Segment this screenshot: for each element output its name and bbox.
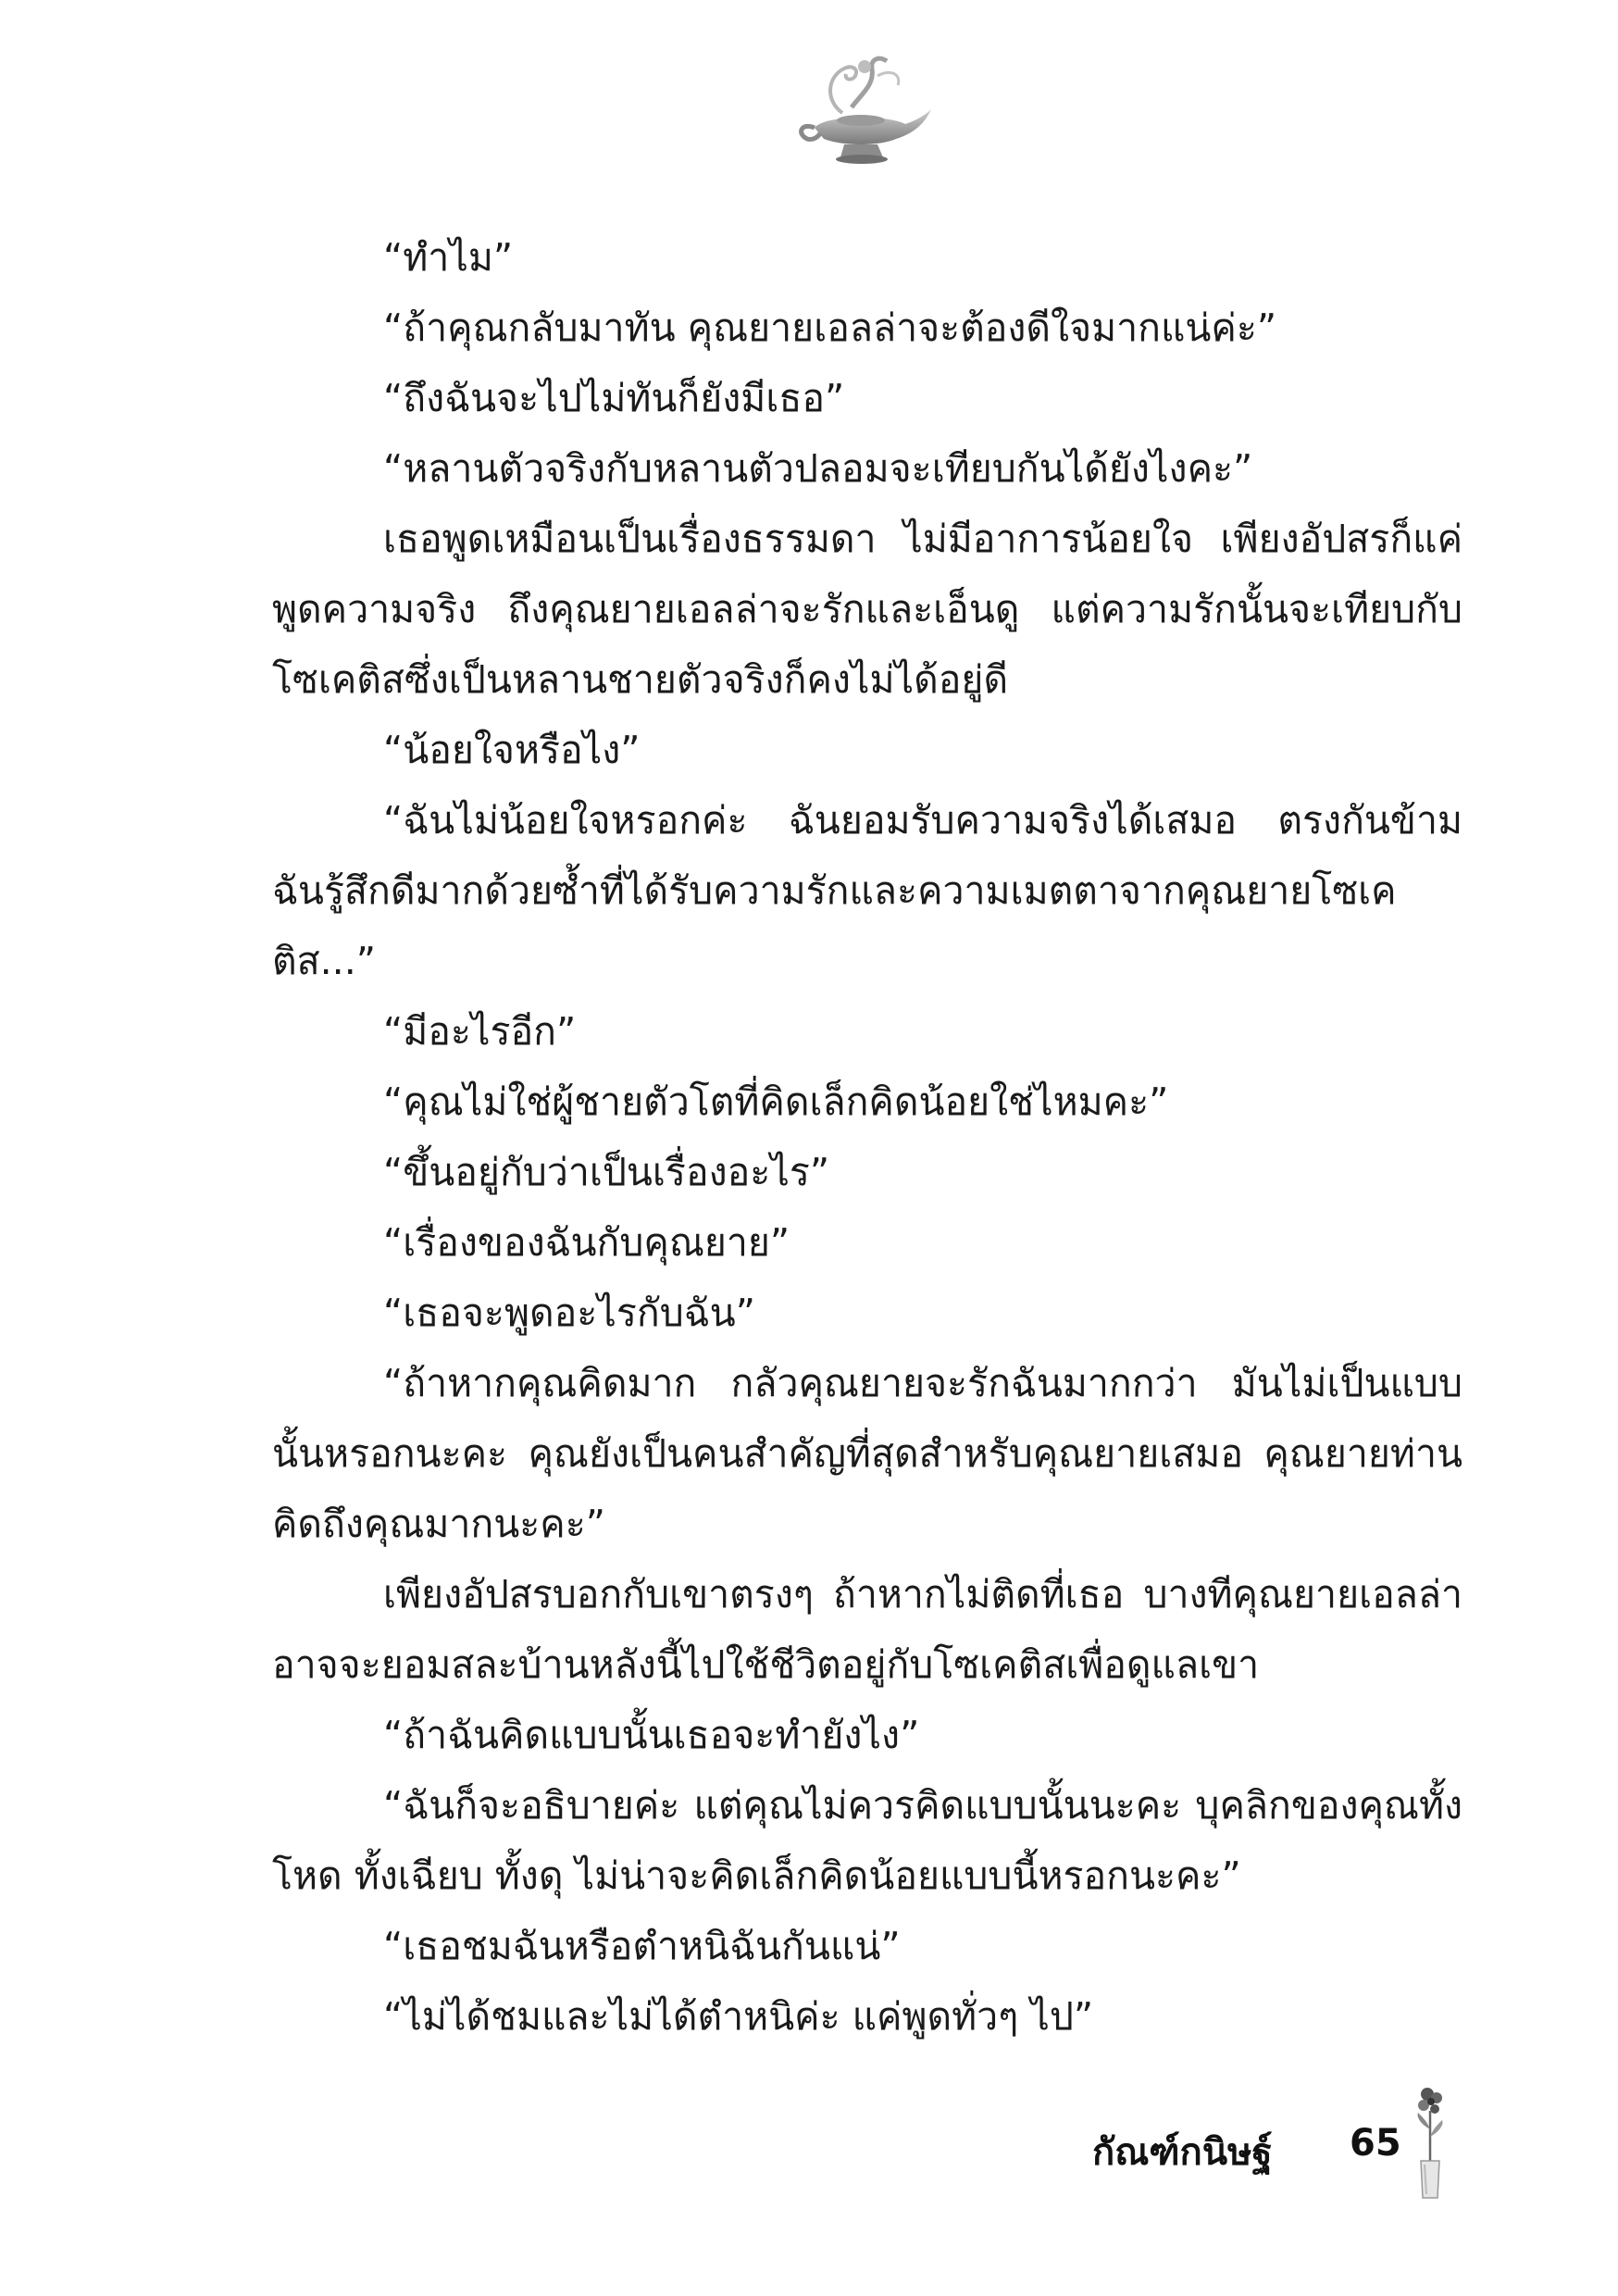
genie-lamp-ornament-icon	[787, 48, 935, 168]
paragraph: “ฉันก็จะอธิบายค่ะ แต่คุณไม่ควรคิดแบบนั้นนะคะ บุคลิกของคุณทั้งโหด ทั้งเฉียบ ทั้งดุ ไม่น่าจะคิดเล็กคิดน้อยแบบนี้หรอกนะคะ”	[272, 1783, 1462, 1898]
paragraph: “คุณไม่ใช่ผู้ชายตัวโตที่คิดเล็กคิดน้อยใช่ไหมคะ”	[383, 1079, 1169, 1124]
paragraph: “ทำไม”	[383, 235, 514, 280]
paragraph: “เธอจะพูดอะไรกับฉัน”	[383, 1291, 755, 1335]
paragraph: “ขึ้นอยู่กับว่าเป็นเรื่องอะไร”	[383, 1150, 830, 1194]
paragraph: “มีอะไรอีก”	[383, 1009, 577, 1054]
body-text	[272, 222, 1462, 2052]
paragraph: “ฉันไม่น้อยใจหรอกค่ะ ฉันยอมรับความจริงได้เสมอ ตรงกันข้าม ฉันรู้สึกดีมากด้วยซ้ำที่ได้รับความรักและความเมตตาจากคุณยายโซเคติส...”	[272, 798, 1462, 983]
paragraph: “เรื่องของฉันกับคุณยาย”	[383, 1220, 790, 1265]
paragraph: “ถ้าฉันคิดแบบนั้นเธอจะทำยังไง”	[383, 1713, 920, 1757]
paragraph: “หลานตัวจริงกับหลานตัวปลอมจะเทียบกันได้ยังไงคะ”	[383, 446, 1253, 491]
book-title: กัณฑ์กนิษฐ์	[1092, 2131, 1273, 2174]
flower-vase-icon	[1407, 2083, 1453, 2203]
paragraph: “ไม่ได้ชมและไม่ได้ตำหนิค่ะ แค่พูดทั่วๆ ไป”	[383, 1994, 1094, 2039]
paragraph: “ถึงฉันจะไปไม่ทันก็ยังมีเธอ”	[383, 376, 845, 420]
paragraph: “น้อยใจหรือไง”	[383, 728, 641, 772]
page-number: 65	[1350, 2122, 1401, 2165]
paragraph: “ถ้าคุณกลับมาทัน คุณยายเอลล่าจะต้องดีใจมากแน่ค่ะ”	[383, 306, 1277, 350]
paragraph: “ถ้าหากคุณคิดมาก กลัวคุณยายจะรักฉันมากกว่า มันไม่เป็นแบบนั้นหรอกนะคะ คุณยังเป็นคนสำคัญที่สุดสำหรับคุณยายเสมอ คุณยายท่านคิดถึงคุณมากนะคะ”	[272, 1361, 1462, 1546]
paragraph: “เธอชมฉันหรือตำหนิฉันกันแน่”	[383, 1924, 901, 1968]
page-footer	[1092, 2083, 1481, 2222]
paragraph: เพียงอัปสรบอกกับเขาตรงๆ ถ้าหากไม่ติดที่เธอ บางทีคุณยายเอลล่าอาจจะยอมสละบ้านหลังนี้ไปใช้ชีวิตอยู่กับโซเคติสเพื่อดูแลเขา	[272, 1572, 1462, 1687]
paragraph: เธอพูดเหมือนเป็นเรื่องธรรมดา ไม่มีอาการน้อยใจ เพียงอัปสรก็แค่พูดความจริง ถึงคุณยายเอลล่าจะรักและเอ็นดู แต่ความรักนั้นจะเทียบกับโซเคติสซึ่งเป็นหลานชายตัวจริงก็คงไม่ได้อยู่ดี	[272, 517, 1462, 702]
